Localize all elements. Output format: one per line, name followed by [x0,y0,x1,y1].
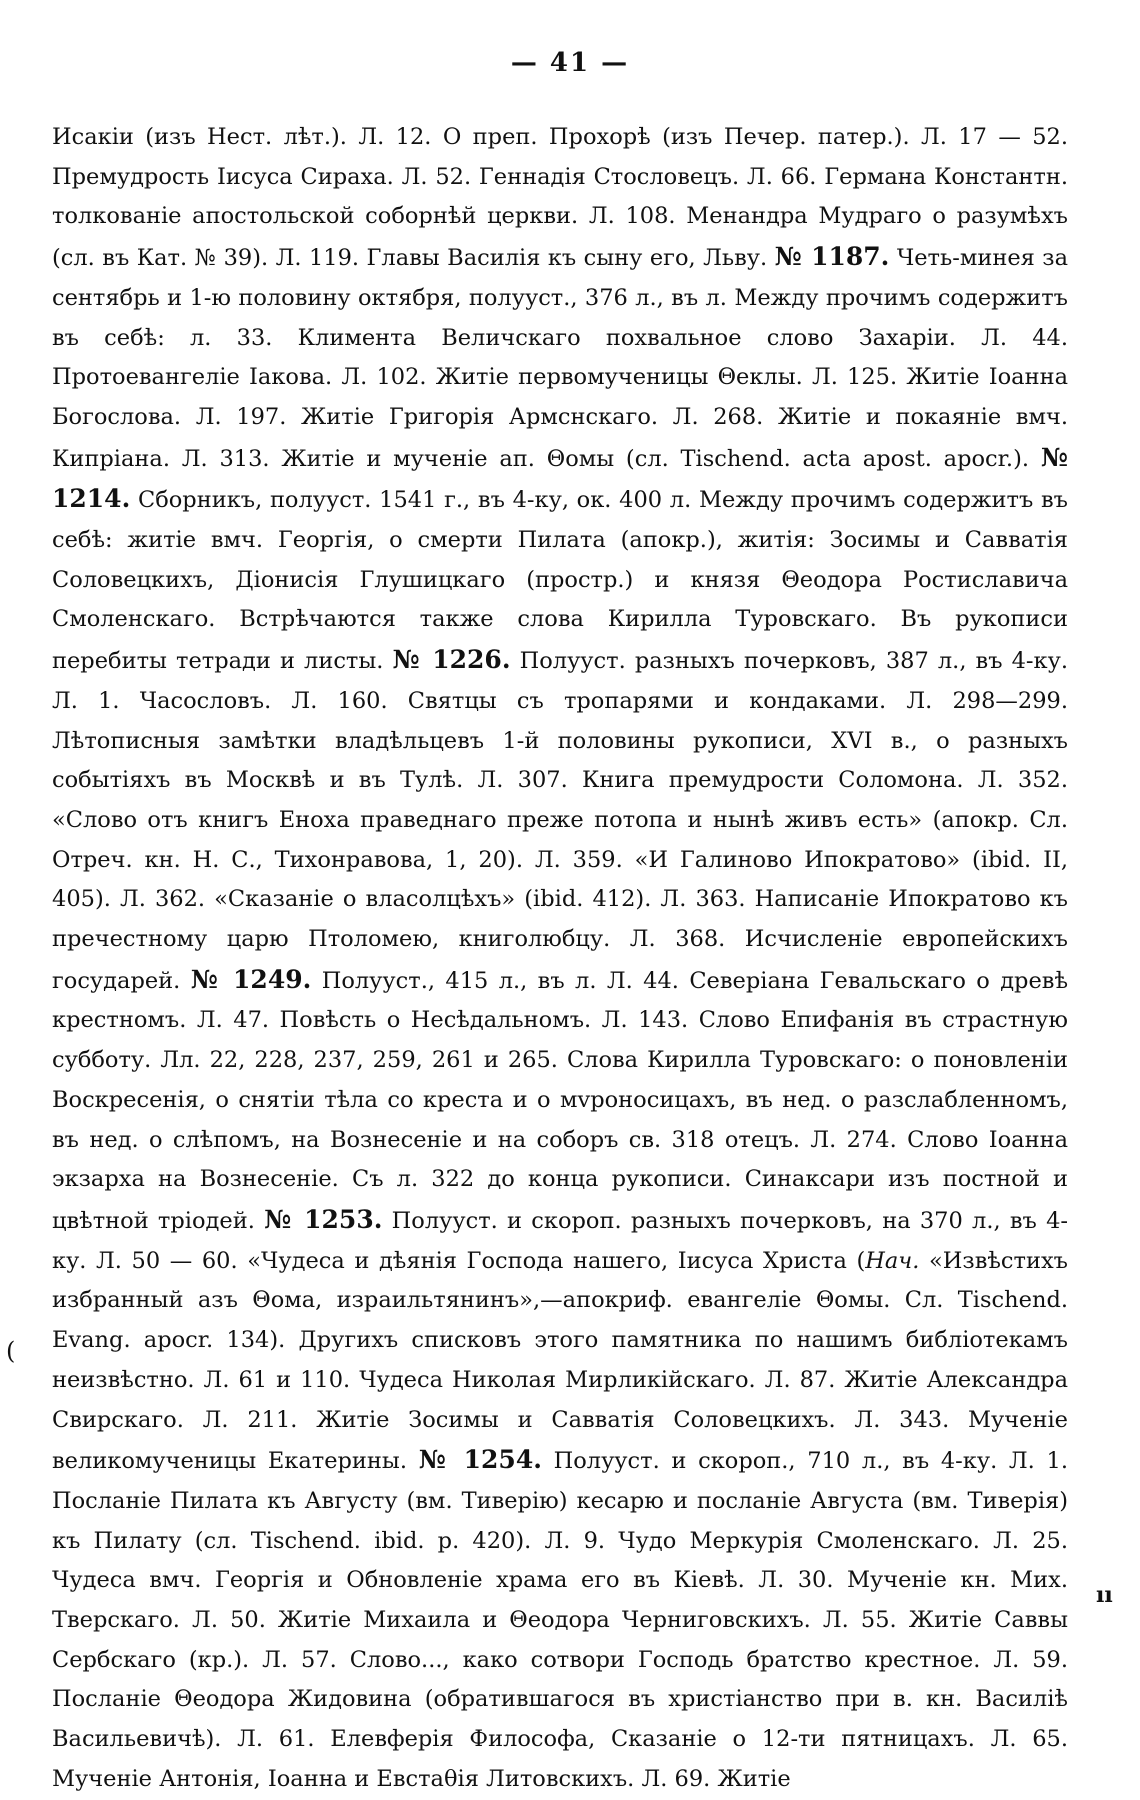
body-text [52,118,1068,1800]
manuscript-number: № 1187. [774,242,890,272]
text-segment: «Извѣстихъ избранный азъ Θома, израильтянинъ»,—апокриф. евангеліе Θомы. Сл. Tischend. Evang. apocr. 134). Другихъ списковъ этого памятника по нашимъ библіотекамъ неизвѣстно. Л. 61 и 110. Чудеса Николая Мирликійскаго. Л. 87. Житіе Александра Свирскаго. Л. 211. Житіе Зосимы и Савватія Соловецкихъ. Л. 343. Мученіе великомученицы Екатерины. [52,1247,1068,1475]
text-segment: Полууст., 415 л., въ л. Л. 44. Северіана Гевальскаго о древѣ крестномъ. Л. 47. Повѣсть о Несѣдальномъ. Л. 143. Слово Епифанія въ страстную субботу. Лл. 22, 228, 237, 259, 261 и 265. Слова Кирилла Туровскаго: о поновленіи Воскресенія, о снятіи тѣла со креста и о мvроносицахъ, въ нед. о разслабленномъ, въ нед. о слѣпомъ, на Вознесеніе и на соборъ св. 318 отецъ. Л. 274. Слово Іоанна экзарха на Вознесеніе. Съ л. 322 до конца рукописи. Синаксари изъ постной и цвѣтной тріодей. [52,967,1069,1234]
text-segment: Полууст. и скороп., 710 л., въ 4-ку. Л. 1. Посланіе Пилата къ Августу (вм. Тиверію) кесарю и посланіе Августа (вм. Тиверія) къ Пилату (сл. Tischend. ibid. p. 420). Л. 9. Чудо Меркурія Смоленскаго. Л. 25. Чудеса вмч. Георгія и Обновленіе храма его въ Кіевѣ. Л. 30. Мученіе кн. Мих. Тверскаго. Л. 50. Житіе Михаила и Θеодора Черниговскихъ. Л. 55. Житіе Саввы Сербскаго (кр.). Л. 57. Слово..., како сотвори Господь братство крестное. Л. 59. Посланіе Θеодора Жидовина (обратившагося въ христіанство при в. кн. Василіѣ Васильевичѣ). Л. 61. Елевферія Философа, Сказаніе о 12-ти пятницахъ. Л. 65. Мученіе Антонія, Іоанна и Евстаθія Литовскихъ. Л. 69. Житіе [52,1448,1068,1792]
manuscript-number: № 1214. [52,442,1068,514]
manuscript-number: № 1254. [418,1445,542,1475]
text-segment: Сборникъ, полууст. 1541 г., въ 4-ку, ок. 400 л. Между прочимъ содержитъ въ себѣ: житіе вмч. Георгія, о смерти Пилата (апокр.), житія: Зосимы и Савватія Соловецкихъ, Діонисія Глушицкаго (простр.) и князя Θеодора Ростиславича Смоленскаго. Встрѣчаются также слова Кирилла Туровскаго. Въ рукописи перебиты тетради и листы. [52,487,1068,675]
text-segment: Четь-минея за сентябрь и 1-ю половину октября, полууст., 376 л., въ л. Между прочимъ содержитъ въ себѣ: л. 33. Климента Величскаго похвальное слово Захаріи. Л. 44. Протоевангеліе Іакова. Л. 102. Житіе первомученицы Θеклы. Л. 125. Житіе Іоанна Богослова. Л. 197. Житіе Григорія Армснскаго. Л. 268. Житіе и покаяніе вмч. Кипріана. Л. 313. Житіе и мученіе ап. Θомы (сл. Tischend. acta apost. apocr.). [52,245,1068,472]
text-segment: Исакіи (изъ Нест. лѣт.). Л. 12. О преп. Прохорѣ (изъ Печер. патер.). Л. 17 — 52. Премудрость Іисуса Сираха. Л. 52. Геннадія Стословецъ. Л. 66. Германа Константн. толкованіе апостольской соборнѣй церкви. Л. 108. Менандра Мудраго о разумѣхъ (сл. въ Кат. № 39). Л. 119. Главы Василія къ сыну его, Льву. [52,124,1068,272]
italic-abbreviation: Нач. [865,1247,920,1274]
manuscript-number: № 1249. [190,964,312,994]
manuscript-number: № 1253. [264,1204,383,1234]
paragraph [52,118,1068,1800]
margin-mark-left: ( [6,1337,16,1365]
text-segment: Полууст. разныхъ почерковъ, 387 л., въ 4-ку. Л. 1. Часословъ. Л. 160. Святцы съ тропарями и кондаками. Л. 298—299. Лѣтописныя замѣтки владѣльцевъ 1-й половины рукописи, XVI в., о разныхъ событіяхъ въ Москвѣ и въ Тулѣ. Л. 307. Книга премудрости Соломона. Л. 352. «Слово отъ книгъ Еноха праведнаго преже потопа и нынѣ живъ есть» (апокр. Сл. Отреч. кн. Н. С., Тихонравова, 1, 20). Л. 359. «И Галиново Ипократово» (ibid. II, 405). Л. 362. «Сказаніе о власолцѣхъ» (ibid. 412). Л. 363. Написаніе Ипократово къ пречестному царю Птоломею, книголюбцу. Л. 368. Исчисленіе европейскихъ государей. [52,648,1068,994]
text-segment: Полууст. и скороп. разныхъ почерковъ, на 370 л., въ 4-ку. Л. 50 — 60. «Чудеса и дѣянія Господа нашего, Іисуса Христа ( [52,1207,1069,1274]
page-number: — 41 — [510,48,630,78]
margin-mark-right: ıı [1096,1582,1113,1608]
manuscript-number: № 1226. [392,645,511,675]
